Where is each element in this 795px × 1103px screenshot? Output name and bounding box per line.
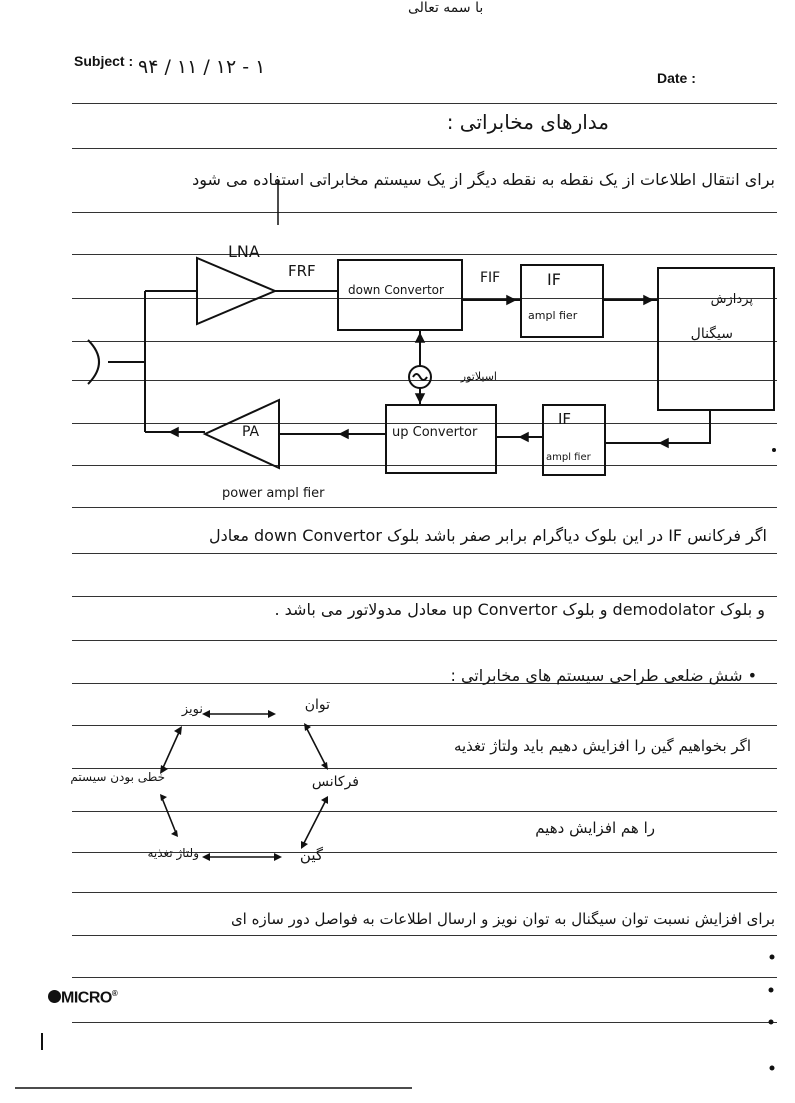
if-amp-top-sub: ampl fier [528,309,578,322]
hex-supply-voltage: ولتاژ تغذیه [147,846,199,860]
last-line: برای افزایش نسبت توان سیگنال به توان نویز و ارسال اطلاعات به فواصل دور سازه ای [230,910,775,928]
hex-frequency: فرکانس [311,774,359,790]
down-converter-label: down Convertor [348,283,444,297]
section-heading: مدارهای مخابراتی : [446,110,609,134]
f-rf-label: FRF [288,262,316,280]
date-label: Date : [657,70,696,86]
if-amp-bottom-sub: ampl fier [546,452,591,463]
hex-gain: گین [299,846,323,864]
up-converter-label: up Convertor [392,425,478,440]
if-amplifier-top-box [521,265,603,337]
intro-line: برای انتقال اطلاعات از یک نقطه به نقطه دیگر از یک سیستم مخابراتی استفاده می شود [192,170,775,189]
processing-label-1: پردازش [710,292,753,307]
antenna-icon [88,340,99,384]
text-line-2: و بلوک demodolator و بلوک up Convertor معادل مدولاتور می باشد . [274,600,765,619]
subject-label: Subject : [74,53,134,69]
globe-icon [48,990,61,1003]
lna-label: LNA [228,242,260,261]
brand-name: MICRO [61,989,112,1007]
power-amplifier-label: power ampl fier [222,486,325,501]
text-line-3: • شش ضلعی طراحی سیستم های مخابراتی : [450,666,757,685]
hex-noise: نویز [181,702,203,717]
hex-note-1: اگر بخواهیم گین را افزایش دهیم باید ولتاژ تغذیه [453,737,751,755]
hex-power: توان [304,697,330,713]
f-if-label: FIF [480,270,501,286]
top-note: با سمه تعالی [408,0,484,16]
lna-amplifier-icon [197,258,275,324]
if-amplifier-bottom-box [543,405,605,475]
subject-value: ۹۴ / ۱۱ / ۱۲ - ۱ [138,56,266,78]
micro-logo: MICRO® [48,989,117,1007]
if-amp-top-label: IF [547,270,561,289]
hex-note-2: را هم افزایش دهیم [535,819,655,837]
text-line-1: اگر فرکانس IF در این بلوک دیاگرام برابر صفر باشد بلوک down Convertor معادل [209,526,767,545]
processing-label-2: سیگنال [690,326,733,342]
pa-label: PA [242,424,260,440]
oscillator-label: اسیلاتور [460,370,497,383]
hex-linearity: خطی بودن سیستم [70,770,165,784]
if-amp-bottom-label: IF [558,410,572,428]
